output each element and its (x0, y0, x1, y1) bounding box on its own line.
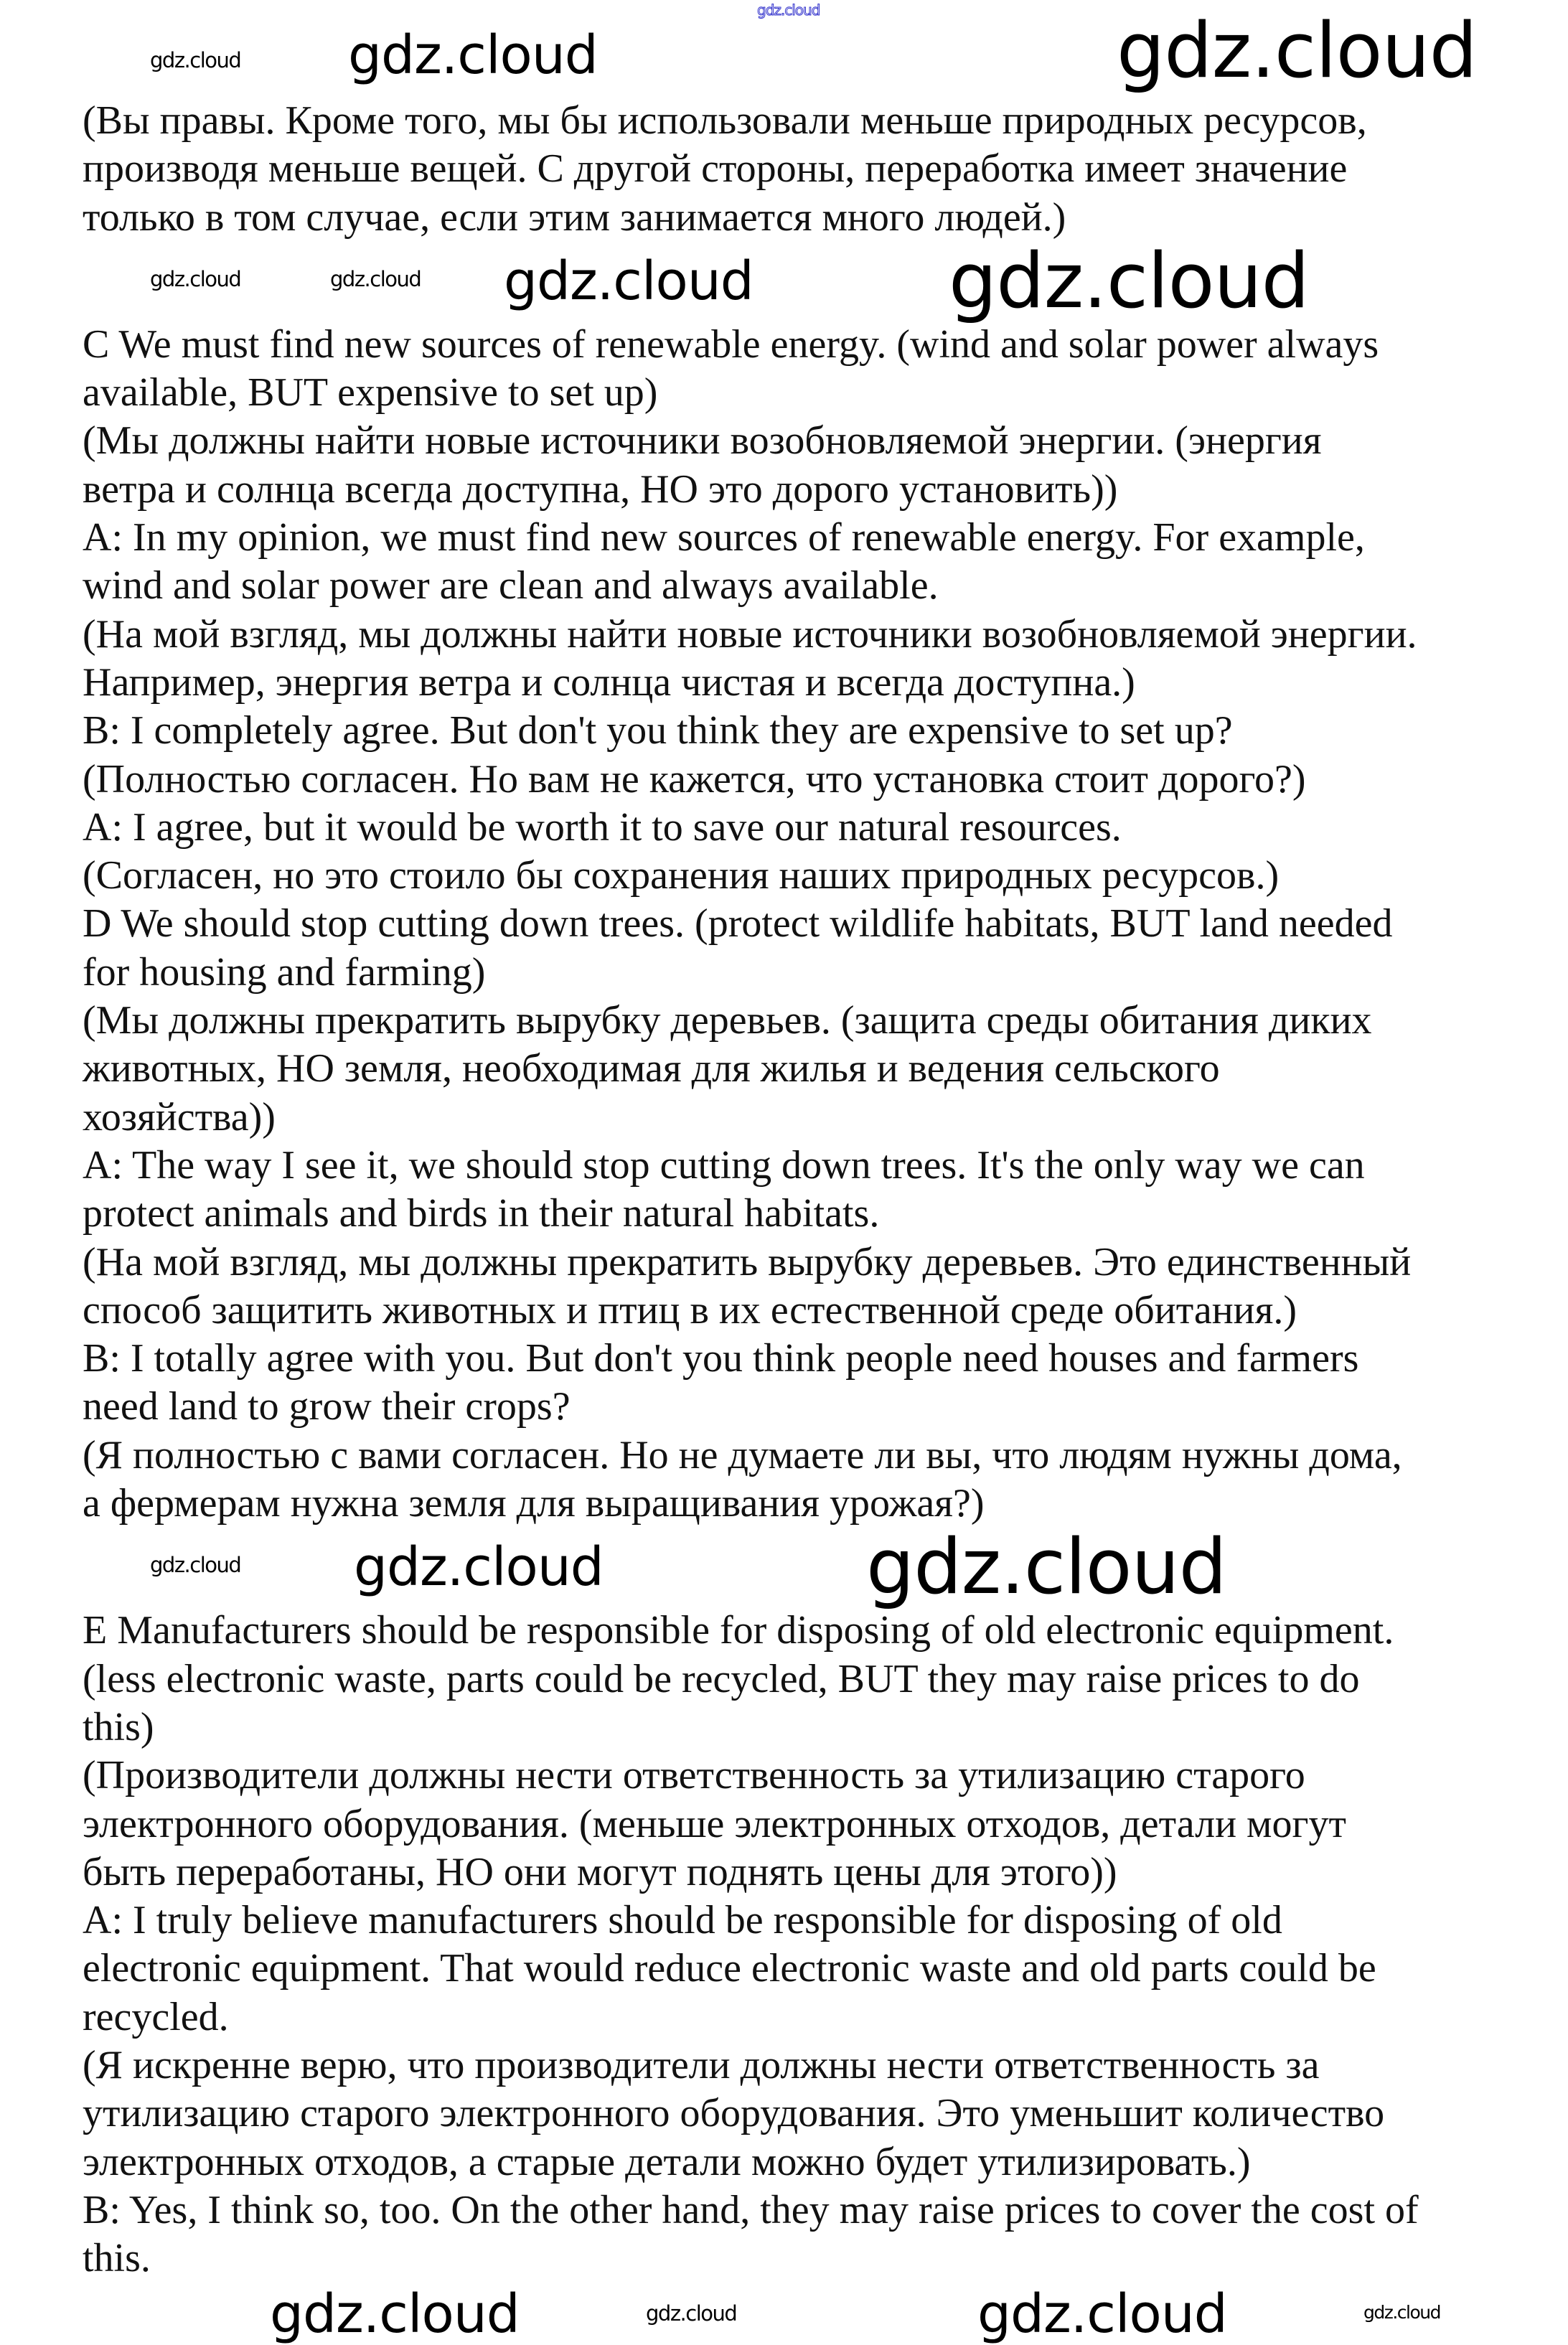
text-line: (Полностью согласен. Но вам не кажется, что установка стоит дорого?) (83, 756, 1306, 802)
watermark: gdz.cloud (977, 2283, 1227, 2345)
text-line: this. (83, 2236, 151, 2281)
text-line: (Мы должны прекратить вырубку деревьев. (защита среды обитания диких (83, 998, 1372, 1043)
text-line: способ защитить животных и птиц в их естественной среде обитания.) (83, 1287, 1297, 1333)
text-line: wind and solar power are clean and always available. (83, 563, 939, 608)
watermark: gdz.cloud (949, 237, 1309, 325)
text-line: (Согласен, но это стоило бы сохранения наших природных ресурсов.) (83, 853, 1280, 898)
watermark: gdz.cloud (1117, 6, 1477, 95)
text-line: recycled. (83, 1994, 229, 2039)
text-line: только в том случае, если этим занимается много людей.) (83, 194, 1066, 240)
text-line: B: I completely agree. But don't you think they are expensive to set up? (83, 708, 1233, 753)
watermark: gdz.cloud (504, 250, 754, 312)
text-line: (Вы правы. Кроме того, мы бы использовали меньше природных ресурсов, (83, 98, 1367, 143)
text-line: (На мой взгляд, мы должны найти новые источники возобновляемой энергии. (83, 611, 1417, 657)
watermark: gdz.cloud (1363, 2302, 1441, 2323)
watermark: gdz.cloud (150, 1553, 241, 1577)
text-line: электронных отходов, а старые детали можно будет утилизировать.) (83, 2139, 1251, 2184)
text-line: for housing and farming) (83, 949, 486, 995)
text-line: A: I agree, but it would be worth it to save our natural resources. (83, 804, 1122, 850)
text-line: D We should stop cutting down trees. (protect wildlife habitats, BUT land needed (83, 901, 1393, 946)
watermark: gdz.cloud (757, 1, 820, 19)
text-line: (Я полностью с вами согласен. Но не думаете ли вы, что людям нужны дома, (83, 1432, 1402, 1477)
text-line: this) (83, 1704, 154, 1749)
watermark: gdz.cloud (348, 24, 598, 86)
watermark: gdz.cloud (150, 48, 241, 72)
watermark: gdz.cloud (270, 2283, 520, 2345)
text-line: A: I truly believe manufacturers should be responsible for disposing of old (83, 1898, 1282, 1943)
text-line: C We must find new sources of renewable energy. (wind and solar power always (83, 321, 1379, 367)
text-line: E Manufacturers should be responsible for disposing of old electronic equipment. (83, 1608, 1394, 1653)
text-line: (На мой взгляд, мы должны прекратить вырубку деревьев. Это единственный (83, 1239, 1412, 1284)
text-line: Например, энергия ветра и солнца чистая и всегда доступна.) (83, 659, 1135, 705)
text-line: A: In my opinion, we must find new sources of renewable energy. For example, (83, 515, 1365, 560)
text-line: производя меньше вещей. С другой стороны, переработка имеет значение (83, 146, 1348, 192)
text-line: A: The way I see it, we should stop cutting down trees. It's the only way we can (83, 1142, 1365, 1188)
text-line: B: Yes, I think so, too. On the other hand, they may raise prices to cover the cost of (83, 2187, 1419, 2232)
watermark: gdz.cloud (150, 267, 241, 291)
text-line: protect animals and birds in their natural habitats. (83, 1191, 880, 1236)
watermark: gdz.cloud (354, 1536, 604, 1598)
text-line: B: I totally agree with you. But don't you think people need houses and farmers (83, 1336, 1359, 1381)
text-line: утилизацию старого электронного оборудования. Это уменьшит количество (83, 2091, 1385, 2136)
text-line: (Производители должны нести ответственность за утилизацию старого (83, 1753, 1305, 1798)
text-line: электронного оборудования. (меньше электронных отходов, детали могут (83, 1801, 1346, 1846)
paragraph-block-3 (83, 1607, 1419, 2283)
text-line: животных, НО земля, необходимая для жилья и ведения сельского (83, 1046, 1220, 1091)
text-line: а фермерам нужна земля для выращивания урожая?) (83, 1481, 985, 1526)
watermark: gdz.cloud (330, 267, 421, 291)
text-line: available, BUT expensive to set up) (83, 370, 658, 415)
paragraph-block-1 (83, 97, 1419, 242)
document-body (83, 97, 1419, 2283)
text-line: ветра и солнца всегда доступна, НО это дорого установить)) (83, 466, 1118, 512)
text-line: need land to grow their crops? (83, 1384, 571, 1429)
text-line: (Я искренне верю, что производители должны нести ответственность за (83, 2042, 1320, 2087)
text-line: быть переработаны, НО они могут поднять цены для этого)) (83, 1849, 1117, 1894)
watermark: gdz.cloud (866, 1523, 1226, 1611)
text-line: (Мы должны найти новые источники возобновляемой энергии. (энергия (83, 418, 1322, 464)
text-line: electronic equipment. That would reduce electronic waste and old parts could be (83, 1946, 1376, 1991)
text-line: хозяйства)) (83, 1094, 276, 1139)
text-line: (less electronic waste, parts could be recycled, BUT they may raise prices to do (83, 1656, 1360, 1701)
paragraph-block-2 (83, 321, 1419, 1528)
watermark: gdz.cloud (646, 2301, 737, 2326)
